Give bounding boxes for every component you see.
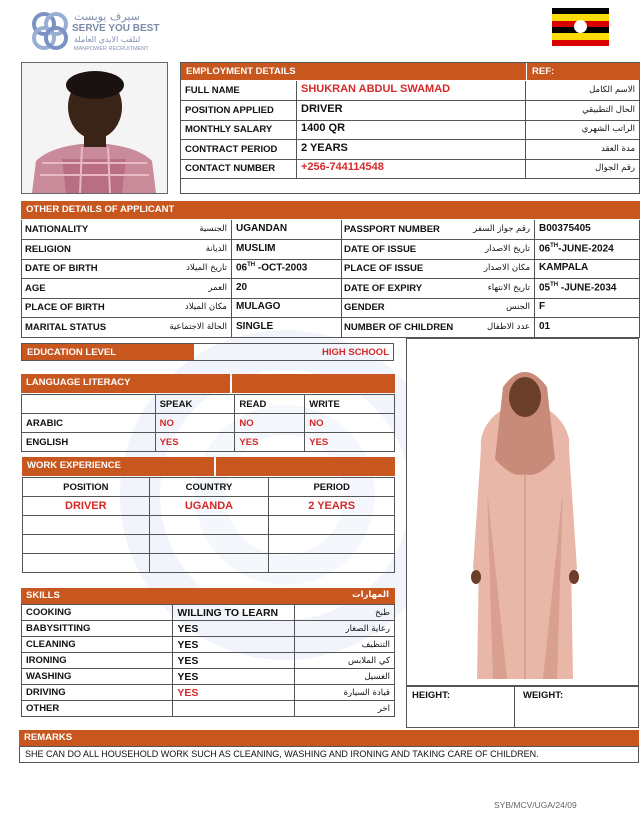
employment-row — [181, 101, 639, 121]
passport-photo — [21, 62, 168, 194]
date-day: 05 — [539, 282, 551, 294]
skill-value: YES — [173, 637, 295, 653]
other-value: SINGLE — [231, 318, 273, 338]
other-value: MUSLIM — [231, 240, 275, 260]
date-suffix: TH — [247, 262, 256, 268]
employment-value: SHUKRAN ABDUL SWAMAD — [297, 81, 526, 101]
date-day: 06 — [236, 262, 248, 274]
other-arabic-label: العمر — [208, 283, 227, 293]
other-details-header: OTHER DETAILS OF APPLICANT — [21, 201, 640, 219]
work-table — [22, 477, 395, 573]
skill-row — [22, 701, 395, 717]
skill-row — [22, 621, 395, 637]
language-write: NO — [305, 414, 395, 433]
other-label: PLACE OF BIRTH — [25, 302, 105, 313]
other-label: NATIONALITY — [25, 224, 89, 235]
skill-name: WASHING — [22, 669, 173, 685]
weight-label: WEIGHT: — [523, 690, 564, 701]
other-arabic-label: الجنس — [506, 302, 530, 312]
skill-value: WILLING TO LEARN — [173, 605, 295, 621]
skill-value — [173, 701, 295, 717]
other-arabic-label: مكان الاصدار — [483, 263, 530, 273]
skills-header — [21, 588, 395, 604]
work-empty-row — [23, 516, 395, 535]
skill-value: YES — [173, 621, 295, 637]
other-label: MARITAL STATUS — [25, 322, 107, 333]
work-country: UGANDA — [149, 497, 269, 516]
language-columns-row — [22, 395, 395, 414]
skills-table — [21, 604, 395, 717]
date-suffix: TH — [550, 282, 559, 288]
skill-arabic: الغسيل — [295, 669, 395, 685]
employment-row — [181, 81, 639, 101]
employment-header: EMPLOYMENT DETAILS — [181, 63, 526, 80]
other-arabic-label: رقم جواز السفر — [473, 224, 530, 234]
employment-row — [181, 140, 639, 160]
remarks-header: REMARKS — [19, 730, 639, 746]
col-period: PERIOD — [269, 478, 395, 497]
col-read: READ — [235, 395, 305, 414]
skill-name: IRONING — [22, 653, 173, 669]
logo-name: SERVE YOU BEST — [72, 23, 160, 34]
other-arabic-label: عدد الاطفال — [486, 322, 530, 332]
other-label: PLACE OF ISSUE — [344, 263, 424, 274]
work-header-extra — [216, 457, 395, 476]
work-empty-row — [23, 554, 395, 573]
employment-arabic-label: الاسم الكامل — [526, 81, 639, 101]
date-rest: -JUNE-2034 — [558, 282, 617, 294]
other-label: AGE — [25, 283, 46, 294]
employment-value: 1400 QR — [297, 120, 526, 140]
language-header-extra — [232, 374, 395, 393]
skill-row — [22, 669, 395, 685]
ref-label: REF: — [527, 63, 640, 80]
skill-value: YES — [173, 685, 295, 701]
employment-label: FULL NAME — [181, 81, 297, 101]
language-speak: YES — [155, 433, 235, 452]
language-row — [22, 414, 395, 433]
language-write: YES — [305, 433, 395, 452]
employment-value: DRIVER — [297, 101, 526, 121]
skill-row — [22, 685, 395, 701]
other-arabic-label: الجنسية — [199, 224, 227, 234]
language-read: YES — [235, 433, 305, 452]
employment-arabic-label: رقم الجوال — [526, 159, 639, 179]
language-header: LANGUAGE LITERACY — [21, 374, 230, 393]
education-value: HIGH SCHOOL — [321, 347, 389, 358]
skill-arabic: التنظيف — [295, 637, 395, 653]
skill-row — [22, 653, 395, 669]
skill-arabic: قيادة السيارة — [295, 685, 395, 701]
work-period: 2 YEARS — [269, 497, 395, 516]
work-columns-row — [23, 478, 395, 497]
work-header: WORK EXPERIENCE — [22, 457, 214, 476]
skill-name: CLEANING — [22, 637, 173, 653]
skill-name: BABYSITTING — [22, 621, 173, 637]
other-label: NUMBER OF CHILDREN — [344, 322, 454, 333]
other-arabic-label: تاريخ الميلاد — [186, 263, 227, 273]
skill-name: OTHER — [22, 701, 173, 717]
full-body-photo — [406, 338, 639, 686]
other-arabic-label: مكان الميلاد — [184, 302, 227, 312]
employment-label: CONTRACT PERIOD — [181, 140, 297, 160]
work-row — [23, 497, 395, 516]
language-row — [22, 433, 395, 452]
col-country: COUNTRY — [149, 478, 269, 497]
skill-arabic: رعاية الصغار — [295, 621, 395, 637]
employment-arabic-label: مدة العقد — [526, 140, 639, 160]
work-empty-row — [23, 535, 395, 554]
employment-row — [181, 159, 639, 179]
skill-arabic: اخر — [295, 701, 395, 717]
logo-sub: MANPOWER RECRUITMENT — [74, 46, 149, 52]
employment-row — [181, 120, 639, 140]
other-value: UGANDAN — [231, 220, 287, 240]
skills-title-arabic: المهارات — [352, 590, 389, 600]
work-position: DRIVER — [23, 497, 150, 516]
education-label: EDUCATION LEVEL — [22, 344, 194, 360]
other-arabic-label: تاريخ الانتهاء — [487, 283, 530, 293]
other-value: MULAGO — [231, 298, 280, 318]
date-day: 06 — [539, 243, 551, 255]
language-blank-cell — [22, 395, 156, 414]
col-write: WRITE — [305, 395, 395, 414]
language-name: ARABIC — [22, 414, 156, 433]
date-suffix: TH — [550, 243, 559, 249]
other-arabic-label: الحالة الاجتماعية — [169, 322, 227, 332]
measurements-box — [406, 686, 639, 728]
language-table — [21, 394, 395, 452]
other-label: GENDER — [344, 302, 385, 313]
other-arabic-label: تاريخ الاصدار — [485, 244, 530, 254]
employment-label: MONTHLY SALARY — [181, 120, 297, 140]
language-read: NO — [235, 414, 305, 433]
other-value: 01 — [534, 318, 550, 338]
language-name: ENGLISH — [22, 433, 156, 452]
col-position: POSITION — [23, 478, 150, 497]
education-row — [21, 343, 394, 361]
other-details-frame — [21, 220, 640, 338]
date-rest: -OCT-2003 — [255, 262, 308, 274]
skill-value: YES — [173, 669, 295, 685]
logo-arabic-sub: لتلقب الايدي العاملة — [74, 35, 141, 44]
logo-arabic: سيرف يوبست — [74, 10, 140, 23]
employment-value: +256-744114548 — [297, 159, 526, 179]
date-rest: -JUNE-2024 — [558, 243, 614, 255]
skill-arabic: كي الملابس — [295, 653, 395, 669]
other-label: DATE OF BIRTH — [25, 263, 98, 274]
uganda-flag-icon — [552, 8, 609, 46]
skill-name: DRIVING — [22, 685, 173, 701]
logo-mark-icon — [30, 10, 70, 54]
height-label: HEIGHT: — [407, 687, 515, 727]
other-label: PASSPORT NUMBER — [344, 224, 440, 235]
skill-row — [22, 605, 395, 621]
remarks-text: SHE CAN DO ALL HOUSEHOLD WORK SUCH AS CLEANING, WASHING AND IRONING AND TAKING CARE OF CHILDREN. — [19, 746, 639, 763]
other-value: KAMPALA — [534, 259, 588, 279]
skill-name: COOKING — [22, 605, 173, 621]
other-label: DATE OF ISSUE — [344, 244, 417, 255]
employment-label: CONTACT NUMBER — [181, 159, 297, 179]
company-logo — [30, 8, 160, 58]
skill-arabic: طبخ — [295, 605, 395, 621]
employment-value: 2 YEARS — [297, 140, 526, 160]
col-speak: SPEAK — [155, 395, 235, 414]
employment-arabic-label: الراتب الشهري — [526, 120, 639, 140]
other-arabic-label: الديانة — [205, 244, 227, 254]
other-value: B00375405 — [534, 220, 591, 240]
other-value: F — [534, 298, 545, 318]
skill-row — [22, 637, 395, 653]
other-label: DATE OF EXPIRY — [344, 283, 423, 294]
skills-title: SKILLS — [26, 590, 60, 601]
other-value: 20 — [231, 279, 247, 299]
language-speak: NO — [155, 414, 235, 433]
footer-code: SYB/MCV/UGA/24/09 — [494, 800, 577, 810]
other-label: RELIGION — [25, 244, 71, 255]
skill-value: YES — [173, 653, 295, 669]
employment-label: POSITION APPLIED — [181, 101, 297, 121]
employment-arabic-label: الحال التطبيقي — [526, 101, 639, 121]
